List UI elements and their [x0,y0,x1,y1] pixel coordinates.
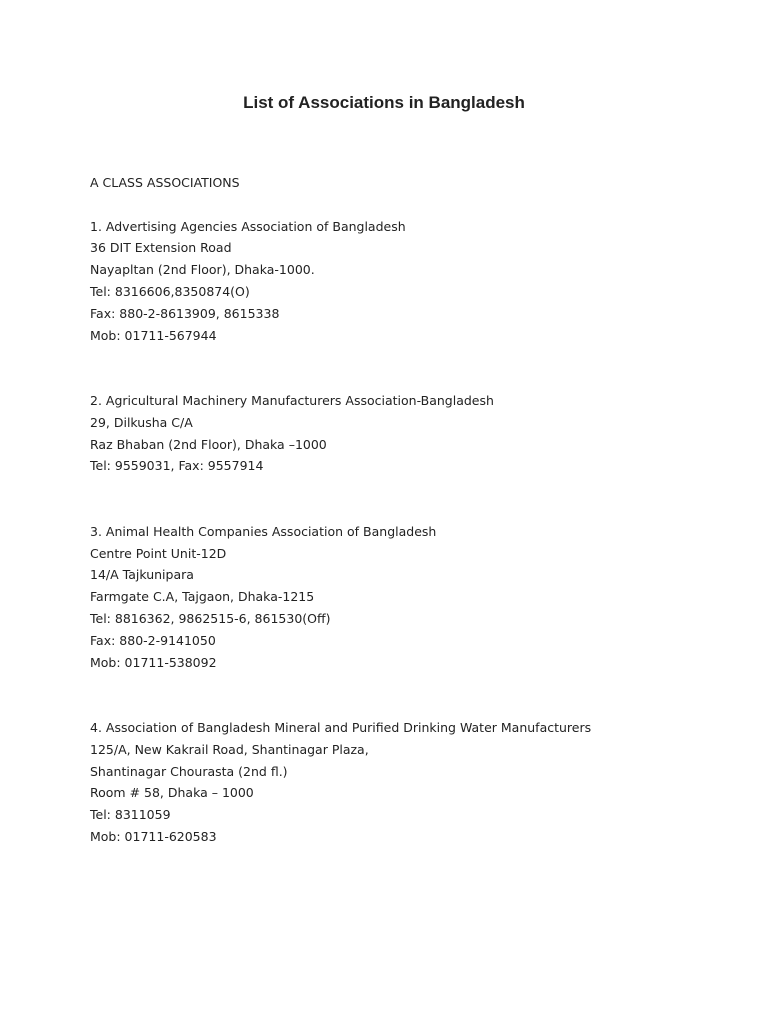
section-heading: A CLASS ASSOCIATIONS [90,175,240,190]
address-line: Room # 58, Dhaka – 1000 [90,785,254,801]
address-line: 125/A, New Kakrail Road, Shantinagar Plaza, [90,741,369,757]
telephone-line: Tel: 8316606,8350874(O) [90,283,250,299]
document-content [90,172,730,848]
fax-line: Fax: 880-2-8613909, 8615338 [90,305,280,321]
address-line: 29, Dilkusha C/A [90,414,193,430]
association-name: 2. Agricultural Machinery Manufacturers Association-Bangladesh [90,392,494,408]
association-name: 4. Association of Bangladesh Mineral and Purified Drinking Water Manufacturers [90,719,592,735]
address-line: Nayapltan (2nd Floor), Dhaka-1000. [90,262,315,278]
mobile-line: Mob: 01711-567944 [90,327,217,343]
mobile-line: Mob: 01711-538092 [90,654,217,670]
telephone-fax-line: Tel: 9559031, Fax: 9557914 [90,458,264,474]
address-line: Raz Bhaban (2nd Floor), Dhaka –1000 [90,436,327,452]
address-line: 14/A Tajkunipara [90,567,194,583]
address-line: Shantinagar Chourasta (2nd fl.) [90,763,288,779]
association-name: 3. Animal Health Companies Association of Bangladesh [90,523,437,539]
address-line: 36 DIT Extension Road [90,240,232,256]
association-entry-4 [90,717,730,848]
association-name: 1. Advertising Agencies Association of Bangladesh [90,218,406,234]
mobile-line: Mob: 01711-620583 [90,828,217,844]
document-title: List of Associations in Bangladesh [243,93,525,112]
telephone-line: Tel: 8816362, 9862515-6, 861530(Off) [90,610,331,626]
association-entry-2 [90,390,730,477]
association-entry-1 [90,216,730,347]
telephone-line: Tel: 8311059 [90,807,171,823]
association-entry-3 [90,521,730,674]
address-line: Farmgate C.A, Tajgaon, Dhaka-1215 [90,589,315,605]
address-line: Centre Point Unit-12D [90,545,227,561]
fax-line: Fax: 880-2-9141050 [90,632,216,648]
